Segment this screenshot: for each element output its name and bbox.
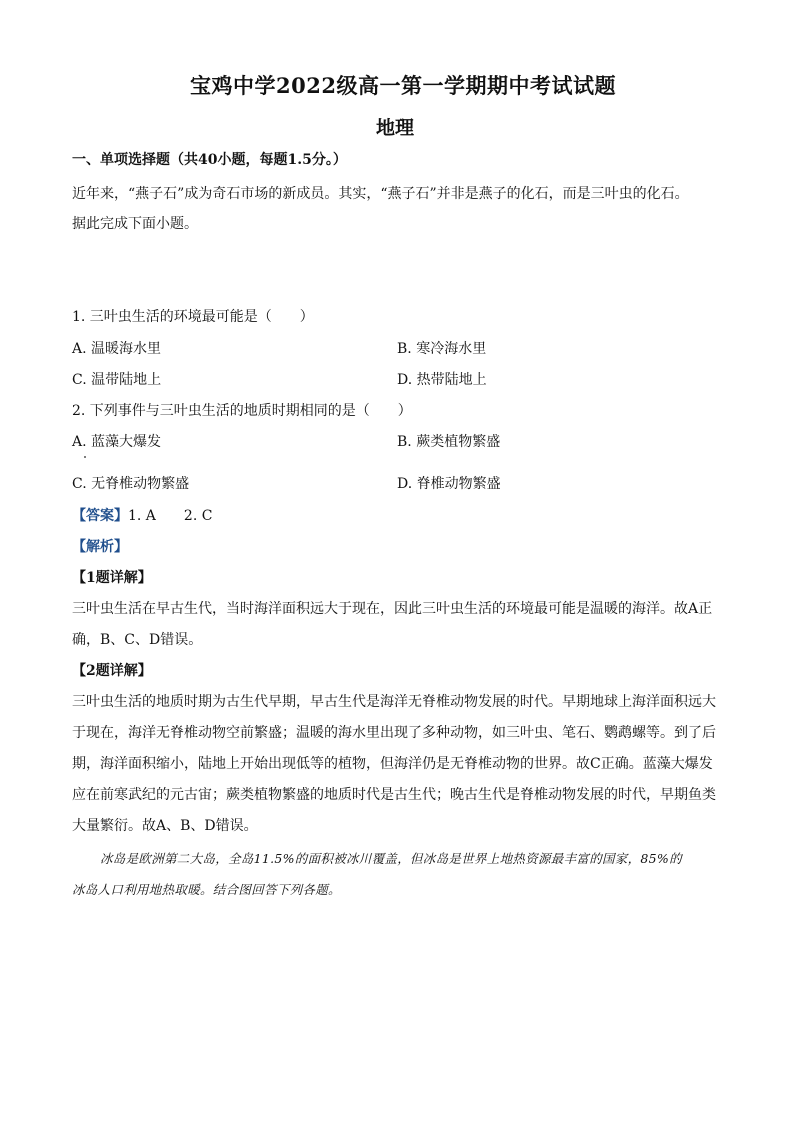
q2-option-a: A. 蓝藻大爆发 [72, 434, 162, 450]
section-heading: 一、单项选择题（共40小题，每题1.5分。） [72, 152, 347, 168]
detail-1-label: 【1题详解】 [72, 570, 152, 586]
q2-option-c: C. 无脊椎动物繁盛 [72, 476, 190, 492]
question-2-stem: 2. 下列事件与三叶虫生活的地质时期相同的是（ ） [72, 403, 412, 419]
detail-2-line: 期，海洋面积缩小，陆地上开始出现低等的植物，但海洋仍是无脊椎动物的世界。故C正确。蓝藻大爆发 [72, 756, 713, 772]
stray-dot [84, 456, 86, 458]
q1-option-c: C. 温带陆地上 [72, 372, 162, 388]
intro-line: 近年来，“燕子石”成为奇石市场的新成员。其实，“燕子石”并非是燕子的化石，而是三叶虫的化石。 [72, 186, 689, 202]
iceland-intro-line: 冰岛是欧洲第二大岛，全岛11.5%的面积被冰川覆盖，但冰岛是世界上地热资源最丰富的国家，85%的 [100, 851, 682, 866]
answer-label: 【答案】 [72, 508, 128, 524]
q2-option-b: B. 蕨类植物繁盛 [397, 434, 501, 450]
intro-line: 据此完成下面小题。 [72, 216, 198, 232]
page-title: 宝鸡中学2022级高一第一学期期中考试试题 [190, 73, 616, 98]
q1-option-d: D. 热带陆地上 [397, 372, 487, 388]
iceland-intro-line: 冰岛人口利用地热取暖。结合图回答下列各题。 [72, 882, 341, 897]
detail-2-line: 三叶虫生活的地质时期为古生代早期，早古生代是海洋无脊椎动物发展的时代。早期地球上海洋面积远大 [72, 694, 716, 710]
question-1-stem: 1. 三叶虫生活的环境最可能是（ ） [72, 309, 314, 325]
q1-option-a: A. 温暖海水里 [72, 341, 162, 357]
answer-row [72, 505, 212, 525]
subject-title: 地理 [376, 117, 415, 139]
detail-2-line: 大量繁衍。故A、B、D错误。 [72, 818, 258, 834]
detail-2-line: 于现在，海洋无脊椎动物空前繁盛；温暖的海水里出现了多种动物，如三叶虫、笔石、鹦鹉螺等。到了后 [72, 725, 716, 741]
detail-2-line: 应在前寒武纪的元古宙；蕨类植物繁盛的地质时代是古生代；晚古生代是脊椎动物发展的时代，早期鱼类 [72, 787, 716, 803]
analysis-label: 【解析】 [72, 539, 128, 555]
detail-1-line: 三叶虫生活在早古生代，当时海洋面积远大于现在，因此三叶虫生活的环境最可能是温暖的海洋。故A正 [72, 601, 713, 617]
answer-value: 1. A 2. C [128, 508, 213, 524]
detail-2-label: 【2题详解】 [72, 663, 152, 679]
q1-option-b: B. 寒冷海水里 [397, 341, 487, 357]
q2-option-d: D. 脊椎动物繁盛 [397, 476, 501, 492]
detail-1-line: 确，B、C、D错误。 [72, 632, 203, 648]
